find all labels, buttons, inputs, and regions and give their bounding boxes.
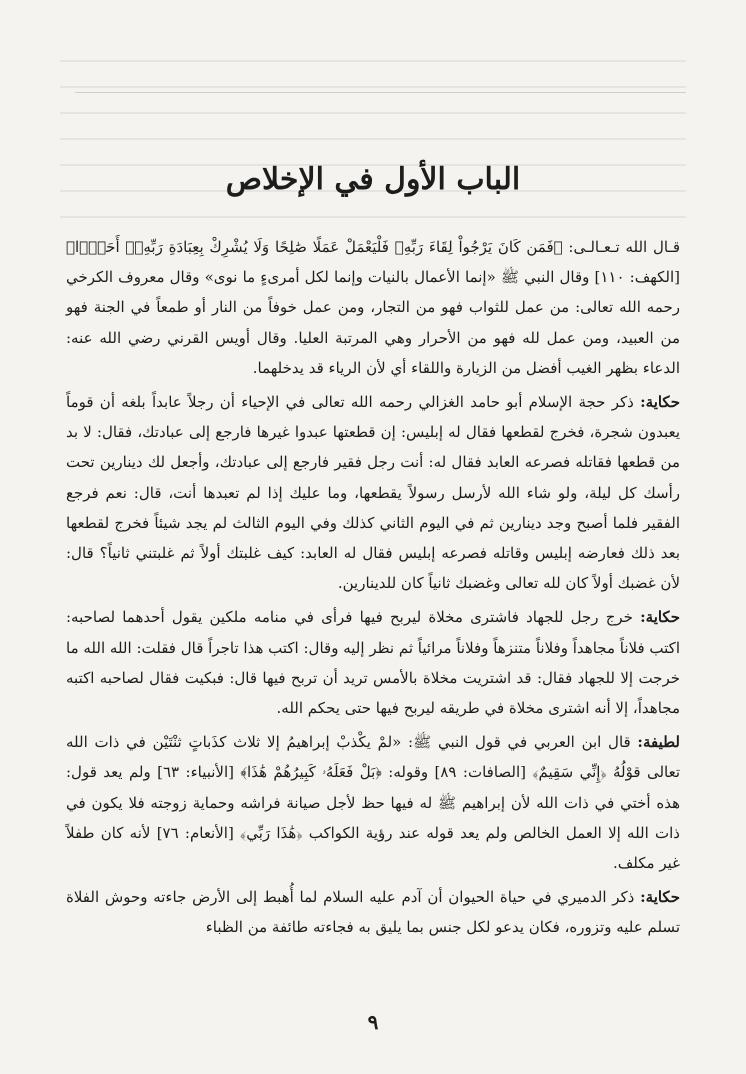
paragraph-text: خرج رجل للجهاد فاشترى مخلاة ليربح فيها فرأى في منامه ملكين يقول أحدهما لصاحبه: اكتب فلاناً مجاهداً وفلاناً متنزهاً وفلاناً مرائياً ثم نظر إليه وقال: اكتب هذا تاجراً قال فقلت: الله الله ما خرجت إلا للجهاد فقال: قد اشتريت مخلاة بالأمس تريد أن تربح فيها قال: فبكيت فقال لصاحبه اكتبه مجاهداً، إلا أنه اشترى مخلاة في طريقه ليربح فيها حتى يحكم الله.: [66, 608, 680, 718]
chapter-title: الباب الأول في الإخلاص: [225, 162, 521, 197]
paragraph-text: قـال الله تـعـالـى: ﴿فَمَن كَانَ يَرْجُواْ لِقَاءَ رَبِّهِۦ فَلْيَعْمَلْ عَمَلًا صَٰلِحًا وَلَا يُشْرِكْ بِعِبَادَةِ رَبِّهِۦٓ أَحَدًۢا﴾ [الكهف: ١١٠] وقال النبي ﷺ «إنما الأعمال بالنيات وإنما لكل أمرىءٍ ما نوى» وقال معروف الكرخي رحمه الله تعالى: من عمل للثواب فهو من التجار، ومن عمل خوفاً من النار أو طمعاً في الجنة فهو من العبيد، ومن عمل لله فهو من الأحرار وهي المرتبة العليا. وقال أويس القرني رضي الله عنه: الدعاء بظهر الغيب أفضل من الزيارة واللقاء أي لأن الرياء قد يدخلهما.: [66, 238, 681, 377]
paragraph-lead: حكاية:: [640, 608, 680, 627]
paragraph-note: [66, 727, 680, 878]
show-through-text: [60, 60, 686, 230]
paragraph-lead: حكاية:: [640, 888, 680, 907]
page-number: ٩: [367, 1010, 379, 1034]
paragraph-intro: [66, 232, 680, 383]
paragraph-lead: لطيفة:: [637, 733, 680, 752]
paragraph-story-1: [66, 387, 680, 598]
paragraph-text: قال ابن العربي في قول النبي ﷺ: «لمْ يكْذبْ إبراهيمُ إلا ثلاث كذَباتٍ ثنْتَيْن في ذات الله تعالى قوْلُهُ ﴿إِنِّي سَقِيمٌ﴾ [الصافات: ٨٩] وقوله: ﴿بَلْ فَعَلَهُۥ كَبِيرُهُمْ هَٰذَا﴾ [الأنبياء: ٦٣] ولم يعد قول: هذه أختي في ذات الله لأن إبراهيم ﷺ له فيها حظ لأجل صيانة فراشه وحماية زوجته فلا يكون في ذات الله إلا العمل الخالص ولم يعد قوله عند رؤية الكواكب ﴿هَٰذَا رَبِّي﴾ [الأنعام: ٧٦] لأنه كان طفلاً غير مكلف.: [66, 733, 680, 873]
paragraph-lead: حكاية:: [640, 393, 680, 412]
paragraph-story-3: [66, 882, 680, 942]
header-rule: [75, 92, 686, 93]
paragraph-story-2: [66, 602, 680, 723]
body-text: [66, 232, 680, 943]
paragraph-text: ذكر الدميري في حياة الحيوان أن آدم عليه السلام لما أُهبط إلى الأرض جاءته وحوش الفلاة تسلم عليه وتزوره، فكان يدعو لكل جنس بما يليق به فجاءته طائفة من الظباء: [66, 888, 680, 937]
paragraph-text: ذكر حجة الإسلام أبو حامد الغزالي رحمه الله تعالى في الإحياء أن رجلاً عابداً بلغه أن قوماً يعبدون شجرة، فخرج لقطعها فقال له إبليس: إن قطعتها عبدوا غيرها فارجع إلى عبادتك، فقال: لا بد من قطعها فقاتله فصرعه العابد فقال له: أنت رجل فقير فارجع إلى عبادتك، وأجعل لك دينارين تحت رأسك كل ليلة، ولو شاء الله لأرسل رسولاً يقطعها، وما عليك إذا لم تعبدها أنت، قال: نعم فرجع الفقير فلما أصبح وجد دينارين ثم في اليوم الثاني كذلك وفي اليوم الثالث لم يجد شيئاً فخرج لقطعها بعد ذلك فعارضه إبليس وقاتله فصرعه إبليس فقال له العابد: كيف غلبتك أولاً ثم غلبتني ثانياً؟ قال: لأن غضبك أولاً كان لله تعالى وغضبك ثانياً كان للدينارين.: [66, 393, 680, 593]
